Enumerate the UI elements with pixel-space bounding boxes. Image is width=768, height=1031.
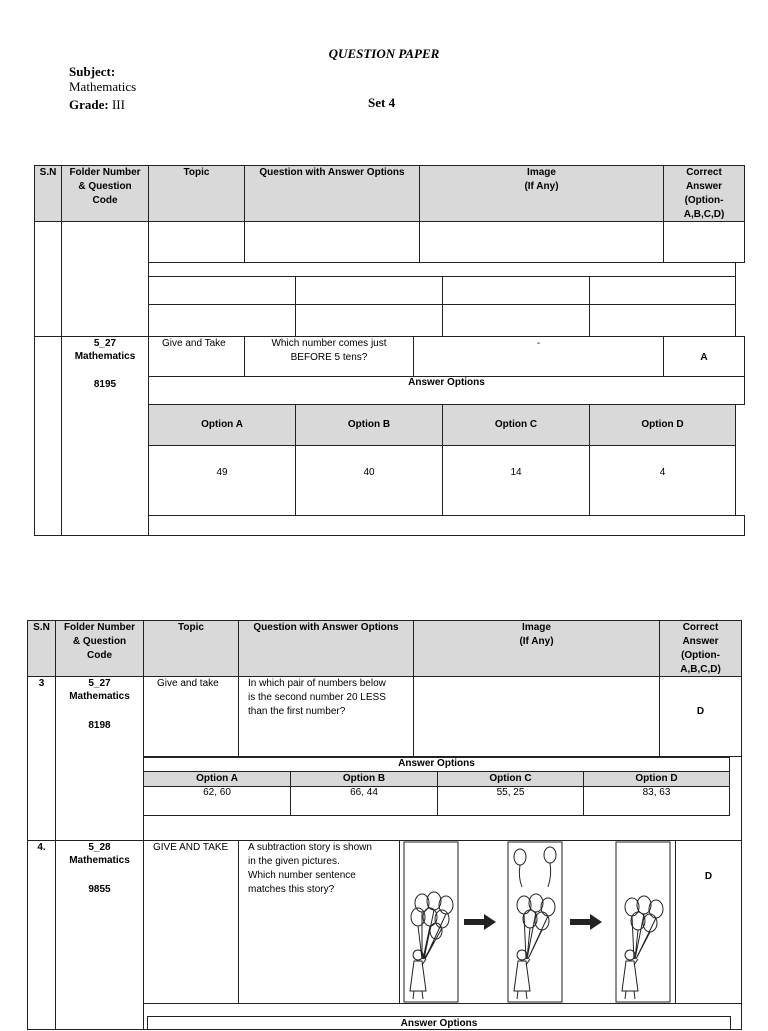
correct-cell [675,840,742,1004]
header-sn: S.N [33,622,50,633]
folder-number: 5_27 [88,678,111,689]
option-c-header: Option C [494,419,538,430]
page-title: QUESTION PAPER [328,46,440,61]
option-cell-empty [589,276,736,305]
folder-subject: Mathematics [69,691,130,702]
sn-cell [27,676,56,841]
option-c-header: Option C [489,773,532,784]
sn-cell [27,840,56,1030]
question-code: 8195 [93,379,117,390]
question-text: In which pair of numbers below is the second number 20 LESS than the first number? [248,678,386,717]
option-b-value: 40 [363,467,375,478]
folder-cell-empty [61,221,149,337]
header-correct: Correct Answer (Option- A,B,C,D) [683,167,725,220]
option-a-value: 49 [216,467,228,478]
grade-value: III [111,97,125,112]
set-label: Set 4 [368,95,396,110]
sn-cell [34,336,62,536]
topic-text: Give and take [157,678,219,689]
option-d-header: Option D [641,419,684,430]
balloons-icon [411,892,453,959]
header-topic: Topic [178,622,204,633]
image-cell-empty [419,221,664,263]
header-sn: S.N [39,167,57,178]
option-b-value: 66, 44 [350,787,378,798]
bottom-empty-row [148,515,745,536]
folder-subject: Mathematics [74,351,136,362]
question-code: 8198 [88,720,111,731]
option-cell-empty [589,304,736,337]
arrow-right-icon [570,914,602,930]
option-c-value: 55, 25 [496,787,525,798]
correct-answer: D [704,871,713,882]
header-image: Image (If Any) [524,167,559,192]
folder-cell [61,336,149,536]
header-folder: Folder Number & Question Code [63,622,136,661]
answer-options-label: Answer Options [400,1018,478,1029]
folder-cell [55,840,144,1030]
option-cell-empty [148,276,296,305]
subject-value: Mathematics [69,79,137,94]
sn-cell-empty [34,221,62,337]
header-question: Question with Answer Options [253,622,399,633]
correct-answer: D [696,706,705,717]
option-b-value-cell [295,445,443,516]
grade-line [69,97,125,113]
option-d-value: 4 [659,467,666,478]
option-cell-empty [148,304,296,337]
header-question: Question with Answer Options [259,167,405,178]
option-a-header: Option A [196,773,238,784]
option-b-header: Option B [342,773,386,784]
option-d-header: Option D [635,773,678,784]
answer-options-label: Answer Options [408,377,485,388]
header-folder: Folder Number & Question Code [69,167,141,206]
folder-number: 5_28 [88,842,111,853]
option-cell-empty [442,304,590,337]
question-text: A subtraction story is shown in the given pictures. Which number sentence matches this story? [248,842,372,895]
option-a-header: Option A [201,419,243,430]
header-topic: Topic [183,167,210,178]
header-correct: Correct Answer (Option- A,B,C,D) [680,622,721,675]
option-d-value-cell [589,445,736,516]
subtraction-story-image [400,841,675,1003]
question-sn: 4. [37,842,46,853]
grade-label: Grade: [69,97,109,112]
option-cell-empty [295,304,443,337]
correct-cell-empty [663,221,745,263]
correct-answer: A [700,352,708,363]
question-cell-empty [244,221,420,263]
image-text: - [536,338,541,349]
option-c-value-cell [442,445,590,516]
question-code: 9855 [88,884,111,895]
balloons-icon [514,847,556,959]
topic-text: Give and Take [162,338,226,349]
answer-options-label: Answer Options [398,758,475,769]
folder-subject: Mathematics [69,855,130,866]
arrow-right-icon [464,914,496,930]
option-cell-empty [442,276,590,305]
question-text: Which number comes just BEFORE 5 tens? [271,338,387,363]
topic-cell-empty [148,221,245,263]
option-d-value: 83, 63 [642,787,671,798]
option-b-header: Option B [347,419,391,430]
topic-cell [143,840,239,1004]
folder-number: 5_27 [93,338,117,349]
option-a-value-cell [148,445,296,516]
question-sn: 3 [38,678,45,689]
topic-text: GIVE AND TAKE [153,842,229,853]
option-cell-empty [295,276,443,305]
header-image: Image (If Any) [519,622,554,647]
option-a-value: 62, 60 [203,787,231,798]
image-cell [413,676,660,757]
option-c-value: 14 [510,467,522,478]
answer-options-empty-row [148,262,736,277]
subject-label: Subject: [69,64,116,79]
